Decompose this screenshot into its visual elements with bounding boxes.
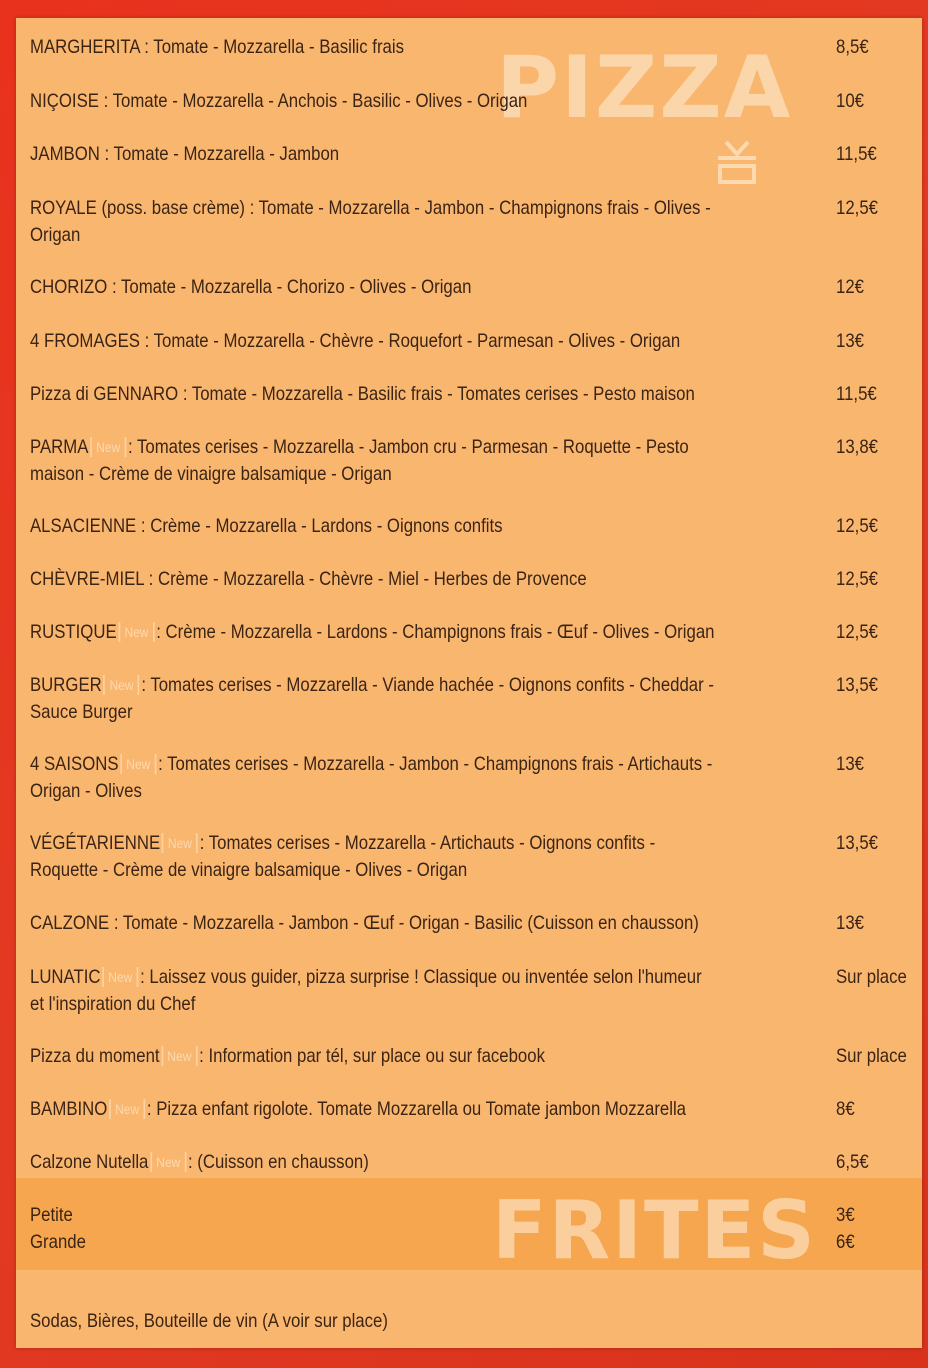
frites-grande-price: 6€: [836, 1231, 855, 1253]
menu-item-name: Pizza du moment: [30, 1045, 160, 1067]
menu-item-text: : Crème - Mozzarella - Lardons - Champignons frais - Œuf - Olives - Origan: [156, 621, 715, 643]
menu-item: [30, 513, 787, 540]
menu-item-text: JAMBON : Tomate - Mozzarella - Jambon: [30, 143, 340, 165]
menu-item-price: 13€: [836, 330, 864, 352]
menu-item-price: 11,5€: [836, 383, 877, 405]
menu-item-price: 12,5€: [836, 515, 878, 537]
menu-item-price: 13,8€: [836, 436, 878, 458]
menu-item: [30, 1096, 787, 1123]
menu-item: [30, 830, 787, 884]
frites-petite-price: 3€: [836, 1204, 855, 1226]
menu-item: [30, 672, 787, 726]
menu-item: [30, 328, 787, 355]
menu-card: [16, 18, 922, 1348]
menu-item-price: 12€: [836, 276, 864, 298]
menu-item-text: 4 FROMAGES : Tomate - Mozzarella - Chèvre - Roquefort - Parmesan - Olives - Origan: [30, 330, 681, 352]
menu-item-description: [30, 328, 718, 355]
menu-item-description: [30, 619, 718, 646]
menu-item-description: [30, 141, 718, 168]
frites-petite-label: Petite: [30, 1204, 73, 1226]
menu-item-description: [30, 381, 718, 408]
menu-item-description: [30, 88, 718, 115]
menu-item: [30, 1043, 787, 1070]
menu-item-name: RUSTIQUE: [30, 621, 117, 643]
menu-item-price: Sur place: [836, 966, 907, 988]
menu-item-name: BURGER: [30, 674, 102, 696]
menu-item-description: [30, 195, 718, 249]
new-badge: New: [150, 1152, 186, 1172]
menu-item-name: PARMA: [30, 436, 89, 458]
menu-item-price: 13,5€: [836, 832, 878, 854]
menu-item-text: CHÈVRE-MIEL : Crème - Mozzarella - Chèvre - Miel - Herbes de Provence: [30, 568, 587, 590]
menu-item: [30, 434, 787, 488]
menu-item-name: BAMBINO: [30, 1098, 108, 1120]
menu-item-description: [30, 434, 718, 488]
menu-item-text: ALSACIENNE : Crème - Mozzarella - Lardons - Oignons confits: [30, 515, 503, 537]
menu-item: [30, 88, 787, 115]
frites-section-title: FRITES: [492, 1184, 817, 1277]
menu-item-price: 13€: [836, 912, 864, 934]
new-badge: New: [102, 967, 138, 987]
menu-item-text: : Tomates cerises - Mozzarella - Artichauts - Oignons confits - Roquette - Crème de vinaigre balsamique - Olives - Origan: [30, 832, 656, 881]
menu-item-description: [30, 830, 718, 884]
menu-item-price: 10€: [836, 90, 864, 112]
menu-item-description: [30, 672, 718, 726]
menu-item-price: Sur place: [836, 1045, 907, 1067]
menu-item-description: [30, 1043, 718, 1070]
menu-item-name: VÉGÉTARIENNE: [30, 832, 161, 854]
menu-item-description: [30, 34, 718, 61]
menu-item-name: 4 SAISONS: [30, 753, 119, 775]
new-badge: New: [162, 833, 198, 853]
menu-item: [30, 751, 787, 805]
menu-item: [30, 619, 787, 646]
new-badge: New: [109, 1099, 145, 1119]
menu-item-description: [30, 964, 718, 1018]
menu-item-text: : Tomates cerises - Mozzarella - Jambon cru - Parmesan - Roquette - Pesto maison - Crème de vinaigre balsamique - Origan: [30, 436, 689, 485]
menu-item-text: : Information par tél, sur place ou sur facebook: [199, 1045, 545, 1067]
menu-item-price: 12,5€: [836, 621, 878, 643]
menu-item-price: 11,5€: [836, 143, 877, 165]
menu-item-text: CALZONE : Tomate - Mozzarella - Jambon - Œuf - Origan - Basilic (Cuisson en chausson): [30, 912, 699, 934]
menu-item-text: ROYALE (poss. base crème) : Tomate - Mozzarella - Jambon - Champignons frais - Olives - Origan: [30, 197, 711, 246]
menu-item: [30, 274, 787, 301]
menu-item-text: CHORIZO : Tomate - Mozzarella - Chorizo - Olives - Origan: [30, 276, 472, 298]
menu-item-price: 12,5€: [836, 568, 878, 590]
menu-item-text: Pizza di GENNARO : Tomate - Mozzarella - Basilic frais - Tomates cerises - Pesto maison: [30, 383, 695, 405]
menu-item-description: [30, 274, 718, 301]
menu-item: [30, 34, 787, 61]
menu-item: [30, 566, 787, 593]
pizza-section-title: PIZZA: [496, 38, 793, 138]
new-badge: New: [90, 437, 126, 457]
menu-item-name: Calzone Nutella: [30, 1151, 149, 1173]
menu-item-price: 13€: [836, 753, 864, 775]
new-badge: New: [103, 675, 139, 695]
new-badge: New: [120, 754, 156, 774]
menu-item: [30, 381, 787, 408]
menu-item-description: [30, 513, 718, 540]
menu-item: [30, 1149, 787, 1176]
menu-item-price: 8,5€: [836, 36, 869, 58]
new-badge: New: [118, 622, 154, 642]
menu-item: [30, 910, 787, 937]
new-badge: New: [161, 1046, 197, 1066]
menu-item-price: 13,5€: [836, 674, 878, 696]
menu-item: [30, 964, 787, 1018]
menu-item-name: LUNATIC: [30, 966, 101, 988]
menu-item-text: : Tomates cerises - Mozzarella - Viande hachée - Oignons confits - Cheddar - Sauce Burger: [30, 674, 714, 723]
menu-item-price: 6,5€: [836, 1151, 869, 1173]
menu-item: [30, 195, 787, 249]
menu-item-text: MARGHERITA : Tomate - Mozzarella - Basilic frais: [30, 36, 404, 58]
menu-item-text: : Pizza enfant rigolote. Tomate Mozzarella ou Tomate jambon Mozzarella: [146, 1098, 687, 1120]
menu-item-price: 8€: [836, 1098, 855, 1120]
drinks-line: Sodas, Bières, Bouteille de vin (A voir sur place): [30, 1310, 388, 1332]
menu-item-price: 12,5€: [836, 197, 878, 219]
menu-item-description: [30, 566, 718, 593]
menu-item-description: [30, 1096, 718, 1123]
frites-grande-label: Grande: [30, 1231, 86, 1253]
menu-item-description: [30, 1149, 718, 1176]
menu-item-text: : Tomates cerises - Mozzarella - Jambon - Champignons frais - Artichauts - Origan - Olives: [30, 753, 713, 802]
menu-item-description: [30, 910, 718, 937]
menu-item-text: NIÇOISE : Tomate - Mozzarella - Anchois - Basilic - Olives - Origan: [30, 90, 528, 112]
menu-item: [30, 141, 787, 168]
menu-item-text: : (Cuisson en chausson): [187, 1151, 369, 1173]
menu-item-description: [30, 751, 718, 805]
menu-item-text: : Laissez vous guider, pizza surprise ! Classique ou inventée selon l'humeur et l'inspiration du Chef: [30, 966, 702, 1015]
